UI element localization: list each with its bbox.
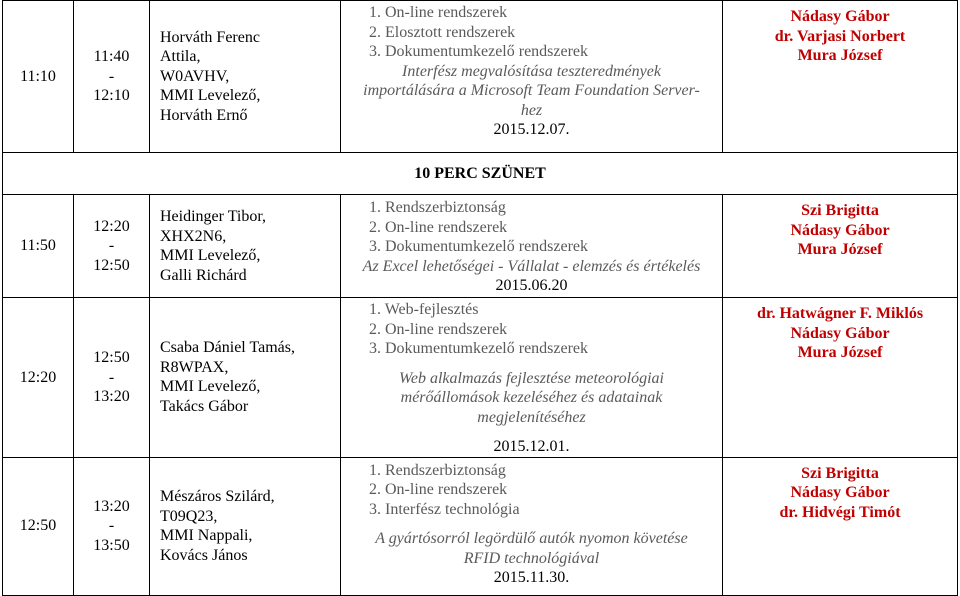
- student-line: Horváth Ferenc: [160, 28, 260, 46]
- jury-member: dr. Hidvégi Timót: [779, 503, 901, 521]
- jury-member: Szi Brigitta: [801, 464, 879, 482]
- student-line: Attila,: [160, 48, 201, 66]
- slot-start: 13:20: [93, 497, 130, 515]
- jury-cell: [723, 195, 958, 298]
- slot-end: 13:20: [93, 388, 130, 405]
- jury-member: dr. Varjasi Norbert: [774, 27, 906, 45]
- break-row: [3, 153, 958, 195]
- student-line: MMI Levelező,: [160, 87, 261, 105]
- student-line: Kovács János: [160, 546, 248, 564]
- jury-member: Nádasy Gábor: [790, 324, 890, 342]
- student-line: MMI Levelező,: [160, 247, 261, 264]
- student-line: Mészáros Szilárd,: [160, 488, 275, 505]
- student-line: Heidinger Tibor,: [160, 208, 267, 225]
- slot-end: 12:10: [93, 87, 130, 105]
- thesis-title: importálására a Microsoft Team Foundation Server-: [363, 82, 700, 99]
- thesis-date: 2015.12.07.: [493, 121, 570, 138]
- slot-dash: -: [108, 237, 115, 255]
- student-line: Galli Richárd: [160, 266, 247, 284]
- subject-item: 3. Interfész technológia: [369, 500, 520, 518]
- subject-cell: [341, 457, 723, 595]
- student-line: R8WPAX,: [160, 358, 229, 376]
- thesis-title: megjelenítéséhez: [477, 408, 586, 426]
- jury-member: Mura József: [797, 241, 883, 258]
- student-cell: [150, 298, 341, 458]
- time-cell: 12:50: [3, 457, 74, 595]
- slot-dash: -: [108, 368, 115, 386]
- thesis-date: 2015.12.01.: [493, 438, 570, 455]
- thesis-title: Interfész megvalósítása teszteredmények: [402, 62, 661, 80]
- slot-dash: -: [108, 67, 115, 85]
- subject-item: 1. On-line rendszerek: [369, 4, 508, 21]
- time-cell: 11:10: [3, 1, 74, 153]
- jury-member: Nádasy Gábor: [790, 484, 890, 501]
- subject-item: 2. Elosztott rendszerek: [369, 23, 516, 41]
- slot-cell: [74, 298, 150, 458]
- slot-start: 12:20: [93, 217, 130, 235]
- slot-end: 12:50: [93, 256, 130, 274]
- student-line: XHX2N6,: [160, 227, 227, 245]
- student-line: Takács Gábor: [160, 397, 249, 415]
- student-line: Horváth Ernő: [160, 106, 248, 124]
- table-row: [3, 457, 958, 595]
- subject-cell: [341, 1, 723, 153]
- subject-item: 3. Dokumentumkezelő rendszerek: [369, 43, 589, 60]
- schedule-table: [2, 0, 958, 596]
- spacer: [341, 427, 722, 437]
- subject-item: 2. On-line rendszerek: [369, 218, 508, 236]
- time-cell: 12:20: [3, 298, 74, 458]
- student-line: W0AVHV,: [160, 67, 230, 85]
- jury-member: Mura József: [797, 344, 883, 361]
- table-row: [3, 195, 958, 298]
- jury-member: dr. Hatwágner F. Miklós: [756, 305, 924, 322]
- subject-item: 1. Rendszerbiztonság: [369, 461, 506, 479]
- subject-cell: [341, 298, 723, 458]
- thesis-date: 2015.11.30.: [493, 569, 570, 586]
- thesis-title: Web alkalmazás fejlesztése meteorológiai: [399, 369, 664, 387]
- slot-cell: [74, 1, 150, 153]
- jury-cell: [723, 298, 958, 458]
- thesis-title: A gyártósorról legördülő autók nyomon követése: [375, 530, 688, 547]
- jury-member: Mura József: [797, 47, 883, 64]
- thesis-title: hez: [520, 101, 543, 119]
- subject-item: 3. Dokumentumkezelő rendszerek: [369, 340, 589, 357]
- slot-cell: [74, 457, 150, 595]
- jury-cell: [723, 1, 958, 153]
- subject-item: 2. On-line rendszerek: [369, 320, 508, 338]
- jury-member: Szi Brigitta: [801, 202, 879, 219]
- table-row: [3, 1, 958, 153]
- slot-cell: [74, 195, 150, 298]
- student-line: Csaba Dániel Tamás,: [160, 339, 295, 357]
- student-line: MMI Nappali,: [160, 527, 253, 544]
- jury-member: Nádasy Gábor: [790, 221, 890, 239]
- spacer: [341, 519, 722, 529]
- student-cell: [150, 195, 341, 298]
- spacer: [341, 359, 722, 369]
- time-cell: 11:50: [3, 195, 74, 298]
- slot-start: 11:40: [93, 48, 130, 66]
- table-row: [3, 298, 958, 458]
- subject-item: 3. Dokumentumkezelő rendszerek: [369, 238, 589, 255]
- slot-dash: -: [108, 517, 115, 535]
- thesis-title: Az Excel lehetőségei - Vállalat - elemzés és értékelés: [362, 257, 701, 275]
- slot-end: 13:50: [93, 536, 130, 554]
- break-label: 10 PERC SZÜNET: [3, 153, 958, 195]
- subject-item: 1. Web-fejlesztés: [369, 301, 479, 318]
- jury-cell: [723, 457, 958, 595]
- jury-member: Nádasy Gábor: [790, 8, 890, 25]
- subject-item: 2. On-line rendszerek: [369, 481, 508, 498]
- student-line: T09Q23,: [160, 507, 218, 525]
- slot-start: 12:50: [93, 349, 130, 366]
- student-cell: [150, 1, 341, 153]
- thesis-title: mérőállomások kezeléséhez és adatainak: [400, 389, 663, 406]
- subject-item: 1. Rendszerbiztonság: [369, 199, 506, 216]
- subject-cell: [341, 195, 723, 298]
- student-cell: [150, 457, 341, 595]
- thesis-title: RFID technológiával: [463, 549, 600, 567]
- thesis-date: 2015.06.20: [495, 277, 568, 294]
- student-line: MMI Levelező,: [160, 378, 261, 396]
